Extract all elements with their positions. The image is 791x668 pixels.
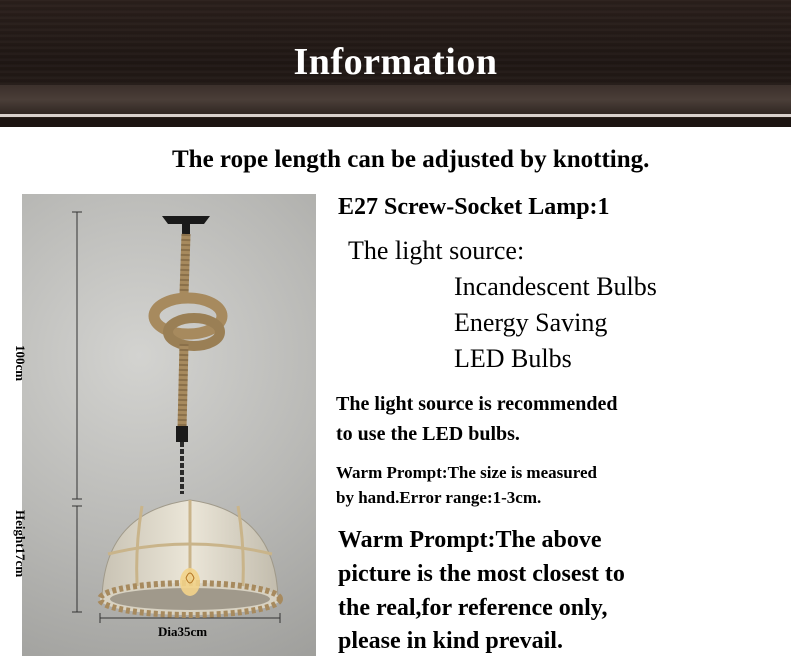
picture-warning-line: picture is the most closest to xyxy=(338,561,625,587)
header-banner xyxy=(0,0,791,127)
header-title: Information xyxy=(293,41,498,83)
header-rule xyxy=(0,114,791,117)
size-warning-line: Warm Prompt:The size is measured xyxy=(336,463,597,482)
picture-warning-line: the real,for reference only, xyxy=(338,595,608,621)
recommendation-line: The light source is recommended xyxy=(336,393,618,415)
light-source-item: Energy Saving xyxy=(454,308,608,337)
picture-warning-line: Warm Prompt:The above xyxy=(338,527,602,553)
height-dimension-label: Height17cm xyxy=(13,510,28,578)
length-dimension-label: 100cm xyxy=(13,345,28,382)
lamp-photo xyxy=(22,194,316,656)
light-source-item: Incandescent Bulbs xyxy=(454,272,657,301)
header-band xyxy=(0,85,791,115)
rope-note: The rope length can be adjusted by knotting. xyxy=(172,146,650,173)
pendant-lamp-illustration xyxy=(22,194,316,656)
picture-warning-line: please in kind prevail. xyxy=(338,628,563,654)
light-source-heading: The light source: xyxy=(348,236,525,265)
light-source-item: LED Bulbs xyxy=(454,344,572,373)
recommendation-line: to use the LED bulbs. xyxy=(336,423,520,445)
diameter-dimension-label: Dia35cm xyxy=(158,624,208,639)
size-warning-line: by hand.Error range:1-3cm. xyxy=(336,488,542,507)
header-lower-band xyxy=(0,118,791,127)
socket-spec: E27 Screw-Socket Lamp:1 xyxy=(338,194,610,220)
